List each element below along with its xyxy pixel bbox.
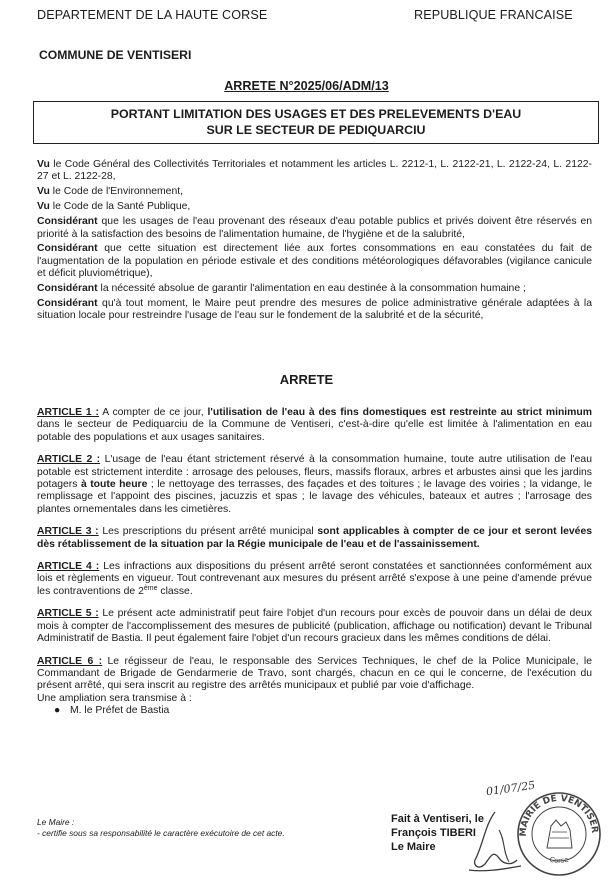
signature-role: Le Maire bbox=[391, 841, 436, 853]
preamble bbox=[37, 159, 592, 325]
preamble-item: Vu le Code Général des Collectivités Territoriales et notamment les articles L. 2212-1, L. 2122-21, L. 2122-24, L. 2122-27 et L. 2122-28, bbox=[37, 159, 592, 183]
department-header: DEPARTEMENT DE LA HAUTE CORSE bbox=[37, 8, 268, 22]
stamp-text-bottom: Corse bbox=[548, 855, 570, 865]
mairie-stamp-icon bbox=[514, 786, 604, 878]
title-line-2: SUR LE SECTEUR DE PEDIQUARCIU bbox=[206, 123, 426, 137]
article-6: ARTICLE 6 : Le régisseur de l'eau, le responsable des Services Techniques, le chef de la Police Municipale, le Commandant de Brigade de Gendarmerie de Travo, sont chargés, chacun en ce qui le concerne, de l'exécution du présent arrêté, qui sera inscrit au registre des arrêtés municipaux et publié par voie d'affichage. Une ampliation sera transmise à : ● M. le Préfet de Bastia bbox=[37, 655, 592, 717]
signature-place: Fait à Ventiseri, le bbox=[391, 813, 484, 825]
preamble-item: Vu le Code de la Santé Publique, bbox=[37, 201, 191, 213]
article-2: ARTICLE 2 : L'usage de l'eau étant strictement réservé à la consommation humaine, toute autre utilisation de l'eau potable est strictement interdite : arrosage des pelouses, fleurs, massifs floraux, arbres et arbustes ainsi que les jardins potagers à toute heure ; le nettoyage des terrasses, des façades et des toitures ; le lavage des voiries ; la vidange, le remplissage et l'appoint des piscines, jacuzzis et spas ; le lavage des véhicules, bateaux et autres ; l'arrosage des plantes ornementales dans les cimetières. bbox=[37, 454, 592, 515]
ampliation-line: Une ampliation sera transmise à : bbox=[37, 692, 192, 704]
article-1: ARTICLE 1 : A compter de ce jour, l'utilisation de l'eau à des fins domestiques est restreinte au strict minimum dans le secteur de Pediquarciu de la Commune de Ventiseri, c'est-à-dire qu'elle est limitée à l'alimentation en eau potable des populations et aux usages sanitaires. bbox=[37, 407, 593, 443]
article-3: ARTICLE 3 : Les prescriptions du présent arrêté municipal sont applicables à compter de ce jour et seront levées dès rétablissement de la situation par la Régie municipale de l'eau et de l'assainissement. bbox=[37, 526, 592, 550]
title-box bbox=[33, 101, 599, 144]
ampliation-recipient: ● M. le Préfet de Bastia bbox=[54, 705, 170, 717]
article-5: ARTICLE 5 : Le présent acte administratif peut faire l'objet d'un recours pour excès de pouvoir dans un délai de deux mois à compter de l'accomplissement des mesures de publicité (publication, affichage ou notification) devant le Tribunal Administratif de Bastia. Il peut également faire l'objet d'un recours gracieux dans les mêmes conditions de délai. bbox=[37, 608, 592, 645]
stamp-text-top: MAIRIE DE VENTISER bbox=[518, 793, 600, 837]
handwritten-date: 01/07/25 bbox=[485, 778, 536, 799]
preamble-item: Considérant que cette situation est directement liée aux fortes consommations en eau constatées du fait de l'augmentation de la population en période estivale et des conditions météorologiques défavorables (vigilance canicule et déficit pluviométrique), bbox=[37, 243, 592, 280]
maire-certification: Le Maire : - certifie sous sa responsabilité le caractère exécutoire de cet acte. bbox=[37, 817, 285, 838]
title-line-1: PORTANT LIMITATION DES USAGES ET DES PRELEVEMENTS D'EAU bbox=[110, 107, 522, 121]
article-4: ARTICLE 4 : Les infractions aux dispositions du présent arrêté seront constatées et sanctionnées conformément aux lois et règlements en vigueur. Tout contrevenant aux mesures du présent arrêté s'expose à une peine d'amende prévue les contraventions de 2ème classe. bbox=[37, 561, 592, 597]
arrete-number: ARRETE N°2025/06/ADM/13 bbox=[224, 79, 389, 93]
arrete-heading: ARRETE bbox=[279, 372, 334, 387]
svg-text:Corse bbox=[549, 856, 570, 865]
bullet-icon: ● bbox=[54, 705, 61, 717]
signature-name: François TIBERI bbox=[391, 827, 476, 839]
preamble-item: Considérant la nécessité absolue de garantir l'alimentation en eau destinée à la consommation humaine ; bbox=[37, 283, 526, 295]
commune-name: COMMUNE DE VENTISERI bbox=[39, 48, 192, 62]
preamble-item: Vu le Code de l'Environnement, bbox=[37, 186, 184, 198]
preamble-item: Considérant qu'à tout moment, le Maire peut prendre des mesures de police administrative générale adaptées à la situation locale pour restreindre l'usage de l'eau sur le fondement de la salubrité et de la sécurité, bbox=[37, 298, 592, 322]
republic-header: REPUBLIQUE FRANCAISE bbox=[414, 8, 573, 22]
articles bbox=[37, 407, 592, 718]
preamble-item: Considérant que les usages de l'eau provenant des réseaux d'eau potable publics et privés doivent être réservés en priorité à la satisfaction des besoins de l'alimentation humaine, de l'hygiène et de la salubrité, bbox=[37, 216, 592, 240]
